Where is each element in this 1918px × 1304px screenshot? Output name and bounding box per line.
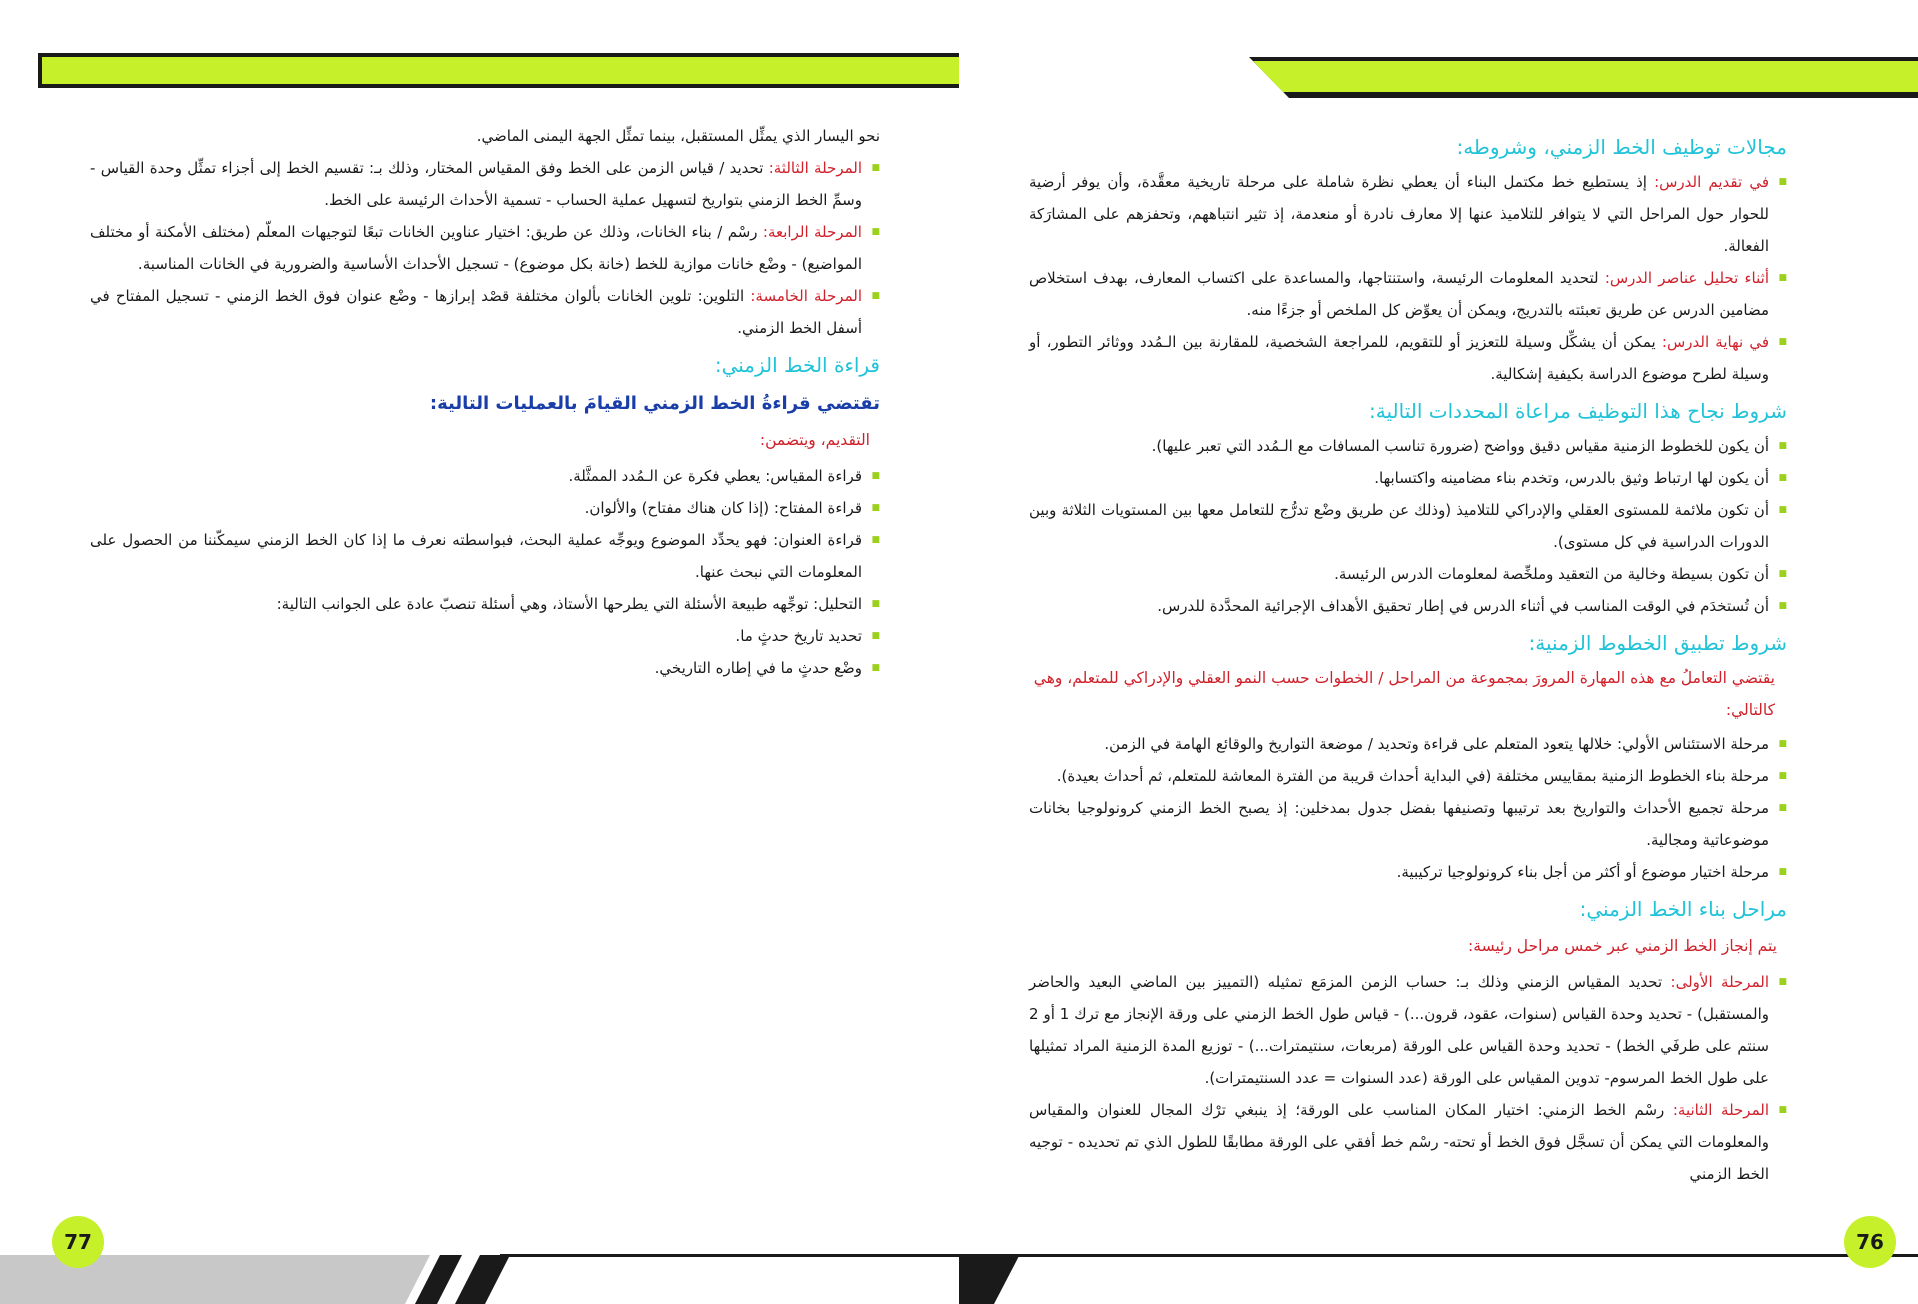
left-top-dark-bar [38,53,959,88]
list-item: ■ مرحلة اختيار موضوع أو أكثر من أجل بناء كرونولوجيا تركيبية. [1029,856,1787,888]
apply-list [1029,728,1787,888]
list-item: ■ وضْع حدثٍ ما في إطاره التاريخي. [90,652,880,684]
list-item: ■ مرحلة تجميع الأحداث والتواريخ بعد ترتيبها وتصنيفها بفضل جدول بمدخلين: إذ يصبح الخط الزمني كرونولوجيا بخانات موضوعاتية ومجالية. [1029,792,1787,856]
build-heading: مراحل بناء الخط الزمني: [1579,897,1787,921]
left-bottom-dark-stripe-2 [455,1255,510,1304]
left-text-column [90,120,880,684]
list-item: ■ المرحلة الأولى: تحديد المقياس الزمني وذلك بـ: حساب الزمن المزمَع تمثيله (التمييز بين الماضي البعيد والحاضر والمستقبل) - تحديد وحدة القياس (سنوات، عقود، قرون...) - قياس طول الخط الزمني على ورقة الإنجاز مع ترك 1 أو 2 سنتم على طرفَي الخط) - تحديد وحدة القياس على الورقة (مربعات، سنتيمترات...) - توزيع المدة الزمنية المراد تمثيلها على طول الخط المرسوم- تدوين المقياس على الورقة (عدد السنوات = عدد السنتيمترات). [1029,966,1787,1094]
list-item: ■ في تقديم الدرس: إذ يستطيع خط مكتمل البناء أن يعطي نظرة شاملة على مرحلة تاريخية معقَّدة، وأن يوفر أرضية للحوار حول المراحل التي لا يتوافر للتلاميذ عنها إلا معارف نادرة أو منعدمة، إذ تثير انتباههم، وتحفزهم على المشارَكة الفعالة. [1029,166,1787,262]
right-bottom-dark-wedge [959,1256,1019,1304]
apply-heading: شروط تطبيق الخطوط الزمنية: [1528,631,1787,655]
right-page [959,0,1918,1304]
intro-label: التقديم، ويتضمن: [759,431,870,449]
build-list [1029,966,1787,1190]
list-item: ■ قراءة المفتاح: (إذا كان هناك مفتاح) والألوان. [90,492,880,524]
left-bottom-rule [500,1254,959,1257]
list-item: ■ مرحلة الاستئناس الأولي: خلالها يتعود المتعلم على قراءة وتحديد / موضعة التواريخ والوقائع الهامة في الزمن. [1029,728,1787,760]
reading-subheading: تقتضي قراءةُ الخط الزمني القيامَ بالعمليات التالية: [429,393,880,414]
list-item: ■ التحليل: توجِّهه طبيعة الأسئلة التي يطرحها الأستاذ، وهي أسئلة تنصبّ عادة على الجوانب التالية: [90,588,880,620]
list-item: ■ أن تكون ملائمة للمستوى العقلي والإدراكي للتلاميذ (وذلك عن طريق وضْع تدرُّج للتعامل معها بين المستويات الثلاثة وبين الدورات الدراسية في كل مستوى). [1029,494,1787,558]
list-item: ■ المرحلة الثانية: رسْم الخط الزمني: اختيار المكان المناسب على الورقة؛ إذ ينبغي ترْك المجال للعنوان والمقياس والمعلومات التي يمكن أن تسجَّل فوق الخط أو تحته- رسْم خط أفقي على الورقة مطابقًا للطول الذي تم تحديده - توجيه الخط الزمني [1029,1094,1787,1190]
list-item: ■ أن تكون بسيطة وخالية من التعقيد وملخِّصة لمعلومات الدرس الرئيسة. [1029,558,1787,590]
list-item: ■ مرحلة بناء الخطوط الزمنية بمقاييس مختلفة (في البداية أحداث قريبة من الفترة المعاشة للمتعلم، ثم أحداث بعيدة). [1029,760,1787,792]
right-text-column [1029,126,1787,1190]
build-intro: يتم إنجاز الخط الزمني عبر خمس مراحل رئيسة: [1468,937,1777,955]
continuation-line: نحو اليسار الذي يمثِّل المستقبل، بينما تمثِّل الجهة اليمنى الماضي. [476,127,880,145]
page-number-76: 76 [1844,1216,1896,1268]
reading-heading: قراءة الخط الزمني: [714,353,880,377]
apply-intro: يقتضي التعاملُ مع هذه المهارة المرورَ بمجموعة من المراحل / الخطوات حسب النمو العقلي والإدراكي للمتعلم، وهي كالتالي: [1033,669,1775,719]
list-item: ■ في نهاية الدرس: يمكن أن يشكِّل وسيلة للتعزيز أو للتقويم، للمراجعة الشخصية، للمقارنة بين الـمُدد ووثائر التطور، أو وسيلة لطرح موضوع الدراسة بكيفية إشكالية. [1029,326,1787,390]
right-top-dark-bar [1249,57,1918,98]
list-item: ■ أثناء تحليل عناصر الدرس: لتحديد المعلومات الرئيسة، واستنتاجها، والمساعدة على اكتساب المعارف، بهدف استخلاص مضامين الدرس عن طريق تعبئته بالتدريج، ويمكن أن يعوِّض كل الملخص أو جزءًا منه. [1029,262,1787,326]
stages-list-continued [90,152,880,344]
list-item: ■ أن يكون لها ارتباط وثيق بالدرس، وتخدم بناء مضامينه واكتسابها. [1029,462,1787,494]
list-item: ■ المرحلة الرابعة: رسْم / بناء الخانات، وذلك عن طريق: اختيار عناوين الخانات تبعًا لتوجيهات المعلّم (مختلف الأمكنة أو مختلف المواضيع) - وضْع خانات موازية للخط (خانة بكل موضوع) - تسجيل الأحداث الأساسية والضرورية في الخانات المناسبة. [90,216,880,280]
fields-list [1029,166,1787,390]
list-item: ■ قراءة المقياس: يعطي فكرة عن الـمُدد الممثَّلة. [90,460,880,492]
page-number-77: 77 [52,1216,104,1268]
list-item: ■ تحديد تاريخ حدثٍ ما. [90,620,880,652]
fields-heading: مجالات توظيف الخط الزمني، وشروطه: [1456,135,1787,159]
list-item: ■ المرحلة الخامسة: التلوين: تلوين الخانات بألوان مختلفة قصْد إبرازها - وضْع عنوان فوق الخط الزمني - تسجيل المفتاح في أسفل الخط الزمني. [90,280,880,344]
right-top-green-bar [1253,61,1918,92]
list-item: ■ أن تُستخدَم في الوقت المناسب في أثناء الدرس في إطار تحقيق الأهداف الإجرائية المحدَّدة للدرس. [1029,590,1787,622]
list-item: ■ أن يكون للخطوط الزمنية مقياس دقيق وواضح (ضرورة تناسب المسافات مع الـمُدد التي تعبر عليها). [1029,430,1787,462]
right-bottom-rule [959,1254,1918,1257]
left-bottom-dark-stripe-1 [415,1255,462,1304]
success-heading: شروط نجاح هذا التوظيف مراعاة المحددات التالية: [1369,399,1787,423]
left-top-green-bar [42,57,959,84]
intro-list [90,460,880,684]
success-list [1029,430,1787,622]
list-item: ■ قراءة العنوان: فهو يحدِّد الموضوع ويوجِّه عملية البحث، فبواسطته نعرف ما إذا كان الخط الزمني سيمكّننا من الحصول على المعلومات التي نبحث عنها. [90,524,880,588]
list-item: ■ المرحلة الثالثة: تحديد / قياس الزمن على الخط وفق المقياس المختار، وذلك بـ: تقسيم الخط إلى أجزاء تمثِّل وحدة القياس - وسمِّ الخط الزمني بتواريخ لتسهيل عملية الحساب - تسمية الأحداث الرئيسة على الخط. [90,152,880,216]
